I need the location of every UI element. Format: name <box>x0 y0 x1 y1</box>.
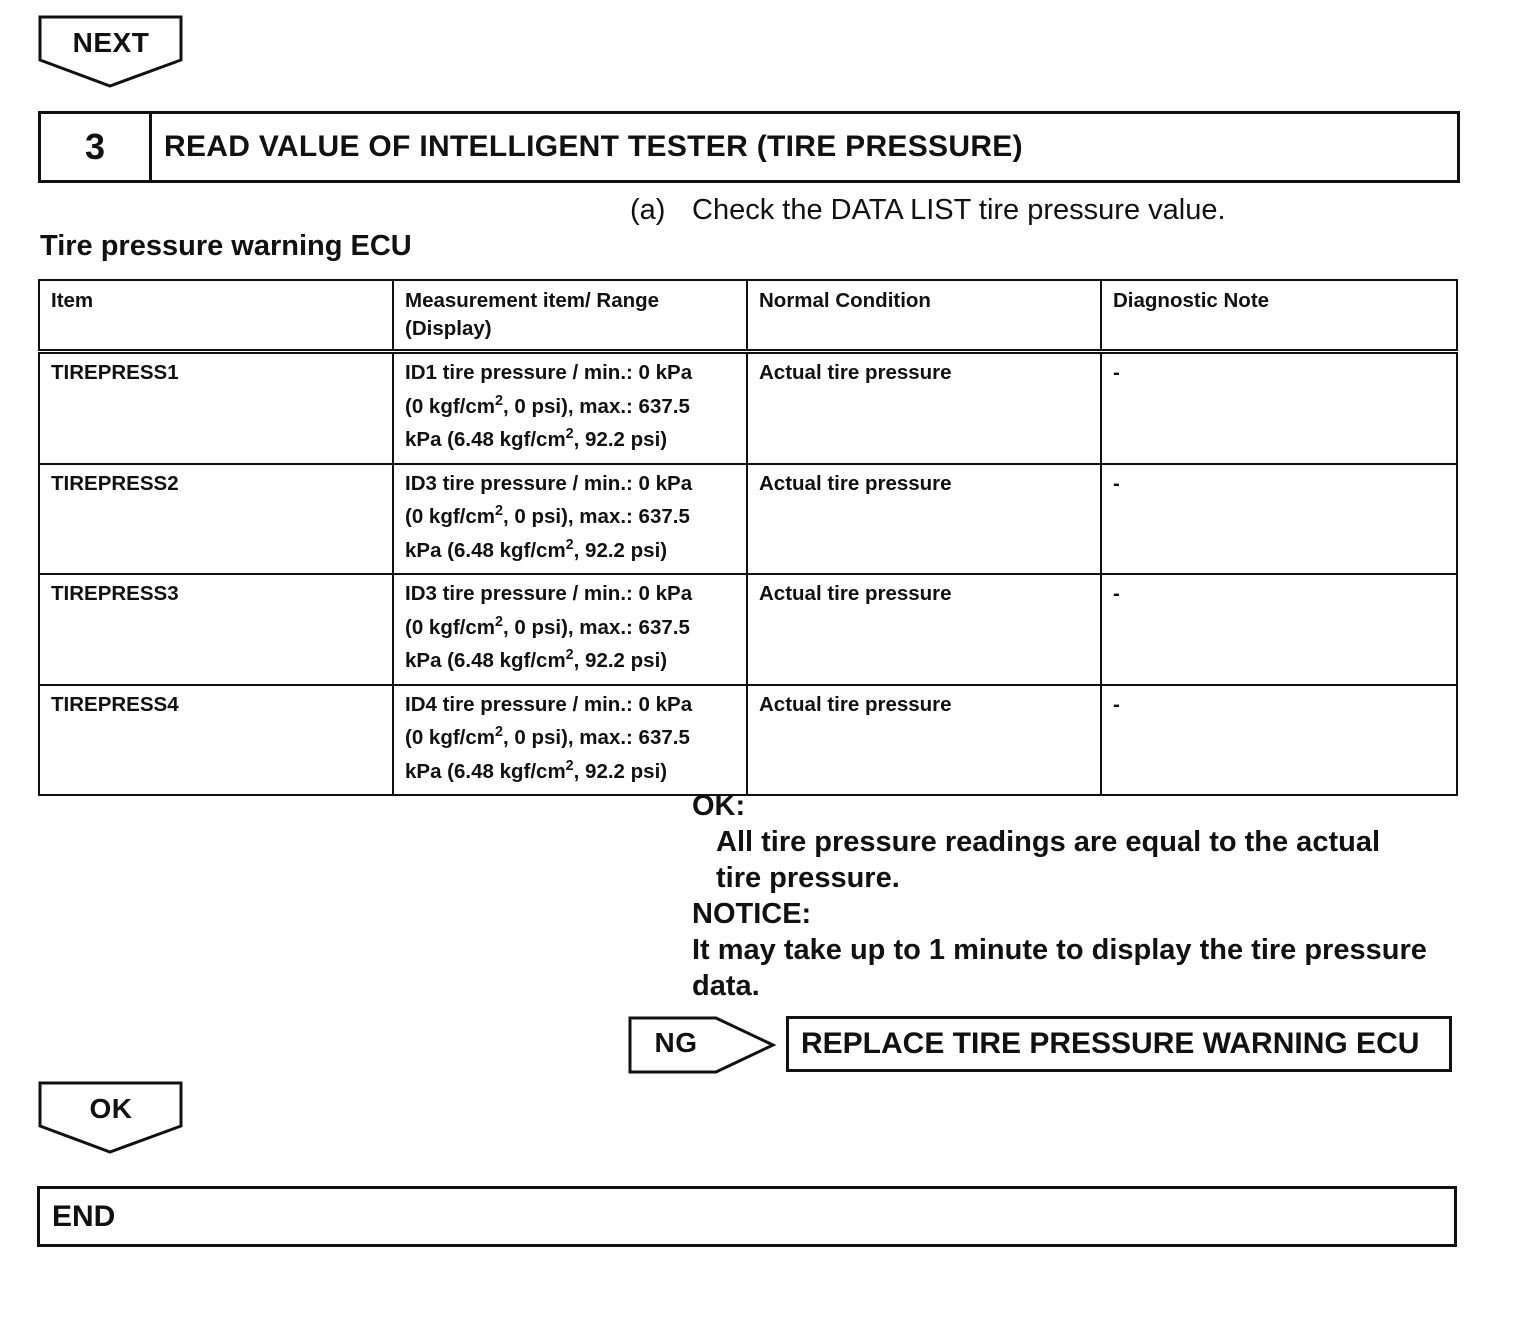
table-row <box>39 352 1457 464</box>
notice-line-1: It may take up to 1 minute to display the tire pressure <box>692 934 1427 966</box>
cell-range: ID1 tire pressure / min.: 0 kPa (0 kgf/$cm^2$, 0 psi), max.: 637.5 kPa (6.48 kgf/$cm^2$, 92.2 psi) <box>393 352 747 464</box>
notice-heading: NOTICE: <box>692 898 812 930</box>
header-measurement: Measurement item/ Range (Display) <box>393 280 747 352</box>
header-normal-condition: Normal Condition <box>747 280 1101 352</box>
cell-item: TIREPRESS3 <box>39 574 393 685</box>
section-title: Tire pressure warning ECU <box>40 230 412 262</box>
cell-diagnostic-note: - <box>1101 574 1457 685</box>
table-header-row <box>39 280 1457 352</box>
step-header <box>38 111 1460 183</box>
ng-label: NG <box>654 1027 698 1058</box>
cell-range: ID3 tire pressure / min.: 0 kPa (0 kgf/$cm^2$, 0 psi), max.: 637.5 kPa (6.48 kgf/$cm^2$, 92.2 psi) <box>393 464 747 575</box>
cell-item: TIREPRESS4 <box>39 685 393 796</box>
header-item: Item <box>39 280 393 352</box>
table-row <box>39 464 1457 575</box>
ng-flow-arrow <box>628 1015 778 1075</box>
cell-normal-condition: Actual tire pressure <box>747 685 1101 796</box>
cell-item: TIREPRESS2 <box>39 464 393 575</box>
cell-range: ID4 tire pressure / min.: 0 kPa (0 kgf/$cm^2$, 0 psi), max.: 637.5 kPa (6.48 kgf/$cm^2$, 92.2 psi) <box>393 685 747 796</box>
ok-flow-arrow <box>38 1081 184 1155</box>
cell-diagnostic-note: - <box>1101 464 1457 575</box>
cell-normal-condition: Actual tire pressure <box>747 574 1101 685</box>
result-criteria <box>692 788 1472 1004</box>
cell-diagnostic-note: - <box>1101 685 1457 796</box>
cell-range: ID3 tire pressure / min.: 0 kPa (0 kgf/$cm^2$, 0 psi), max.: 637.5 kPa (6.48 kgf/$cm^2$, 92.2 psi) <box>393 574 747 685</box>
ok-label: OK <box>89 1093 133 1124</box>
cell-item: TIREPRESS1 <box>39 352 393 464</box>
ok-heading: OK: <box>692 790 746 822</box>
instruction <box>630 194 1226 227</box>
ng-result-box: REPLACE TIRE PRESSURE WARNING ECU <box>786 1016 1452 1072</box>
cell-normal-condition: Actual tire pressure <box>747 352 1101 464</box>
table-row <box>39 574 1457 685</box>
instruction-label: (a) <box>630 194 666 226</box>
table-row <box>39 685 1457 796</box>
ok-line-1: All tire pressure readings are equal to the actual <box>716 826 1380 858</box>
end-box: END <box>37 1186 1457 1247</box>
next-label: NEXT <box>72 27 150 58</box>
cell-diagnostic-note: - <box>1101 352 1457 464</box>
step-title: READ VALUE OF INTELLIGENT TESTER (TIRE PRESSURE) <box>164 130 1023 163</box>
step-number: 3 <box>41 114 152 180</box>
next-flow-arrow <box>38 15 184 89</box>
ok-line-2: tire pressure. <box>716 862 900 894</box>
instruction-text: Check the DATA LIST tire pressure value. <box>692 194 1226 226</box>
cell-normal-condition: Actual tire pressure <box>747 464 1101 575</box>
data-list-table <box>38 279 1458 796</box>
header-diagnostic-note: Diagnostic Note <box>1101 280 1457 352</box>
notice-line-2: data. <box>692 970 760 1002</box>
